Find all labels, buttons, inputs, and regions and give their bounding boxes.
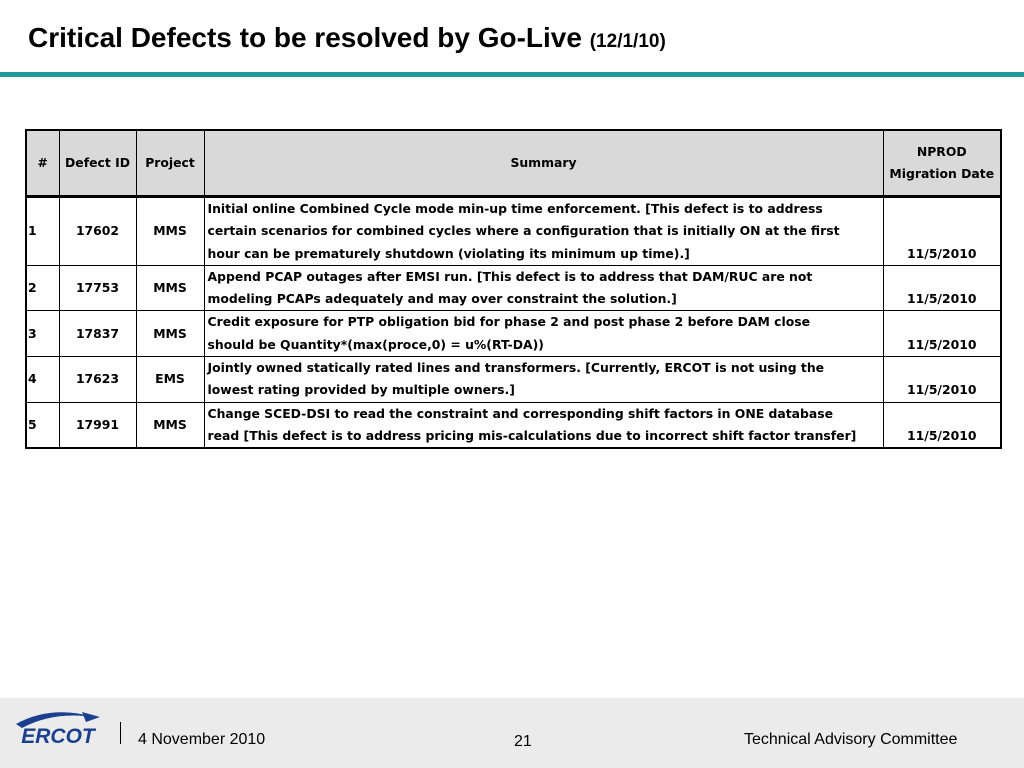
migration-date-cell: 11/5/2010 — [883, 265, 1001, 311]
defect-id-cell: 17753 — [59, 265, 136, 311]
summary-line: read [This defect is to address pricing mis-calculations due to incorrect shift factor transfer] — [207, 427, 857, 443]
summary-line: Initial online Combined Cycle mode min-up time enforcement. [This defect is to address — [207, 201, 823, 216]
migration-date-cell: 11/5/2010 — [883, 311, 1001, 357]
title-main: Critical Defects to be resolved by Go-Live — [28, 22, 582, 53]
summary-cell — [204, 265, 883, 311]
footer — [0, 698, 1024, 768]
title-divider — [0, 72, 1024, 77]
title-date: (12/1/10) — [589, 31, 666, 52]
summary-line: certain scenarios for combined cycles where a configuration that is initially ON at the first — [207, 223, 840, 239]
migration-date-cell: 11/5/2010 — [883, 402, 1001, 448]
project-cell: MMS — [136, 197, 204, 266]
summary-line: hour can be prematurely shutdown (violating its minimum up time).] — [207, 245, 690, 261]
table-row — [26, 311, 1001, 357]
table-row — [26, 357, 1001, 403]
slide-title — [28, 22, 666, 54]
summary-line: Append PCAP outages after EMSI run. [This defect is to address that DAM/RUC are not — [207, 268, 813, 284]
summary-line: lowest rating provided by multiple owners.] — [207, 382, 515, 398]
project-cell: MMS — [136, 265, 204, 311]
row-number: 2 — [26, 265, 59, 311]
summary-line: Change SCED-DSI to read the constraint and corresponding shift factors in ONE database — [207, 405, 834, 421]
ercot-logo — [12, 708, 104, 755]
summary-cell — [204, 402, 883, 448]
col-header-project: Project — [136, 130, 204, 197]
migration-date-cell: 11/5/2010 — [883, 197, 1001, 266]
col-header-nprod: NPROD — [916, 143, 967, 159]
project-cell: EMS — [136, 357, 204, 403]
row-number: 1 — [26, 197, 59, 266]
summary-line: Jointly owned statically rated lines and transformers. [Currently, ERCOT is not using the — [207, 360, 825, 376]
defect-id-cell: 17837 — [59, 311, 136, 357]
col-header-migration-date — [883, 130, 1001, 197]
defect-id-cell: 17991 — [59, 402, 136, 448]
defect-id-cell: 17602 — [59, 197, 136, 266]
svg-text:ERCOT: ERCOT — [21, 725, 95, 748]
col-header-migration: Migration Date — [889, 166, 995, 181]
footer-organization: Technical Advisory Committee — [744, 731, 958, 748]
row-number: 5 — [26, 402, 59, 448]
col-header-num: # — [26, 130, 59, 197]
col-header-summary: Summary — [204, 130, 883, 197]
defects-table — [25, 129, 1002, 449]
table-row — [26, 402, 1001, 448]
footer-separator — [120, 722, 121, 744]
footer-date: 4 November 2010 — [138, 731, 266, 748]
project-cell: MMS — [136, 402, 204, 448]
page-number: 21 — [514, 733, 532, 750]
defect-id-cell: 17623 — [59, 357, 136, 403]
project-cell: MMS — [136, 311, 204, 357]
row-number: 4 — [26, 357, 59, 403]
summary-line: modeling PCAPs adequately and may over constraint the solution.] — [207, 291, 677, 307]
col-header-defect-id: Defect ID — [59, 130, 136, 197]
table-row — [26, 265, 1001, 311]
table-header-row — [26, 130, 1001, 197]
migration-date-cell: 11/5/2010 — [883, 357, 1001, 403]
row-number: 3 — [26, 311, 59, 357]
summary-line: Credit exposure for PTP obligation bid for phase 2 and post phase 2 before DAM close — [207, 314, 810, 330]
summary-line: should be Quantity*(max(proce,0) = u%(RT-DA)) — [207, 336, 544, 352]
summary-cell — [204, 311, 883, 357]
summary-cell — [204, 197, 883, 266]
summary-cell — [204, 357, 883, 403]
table-row — [26, 197, 1001, 266]
